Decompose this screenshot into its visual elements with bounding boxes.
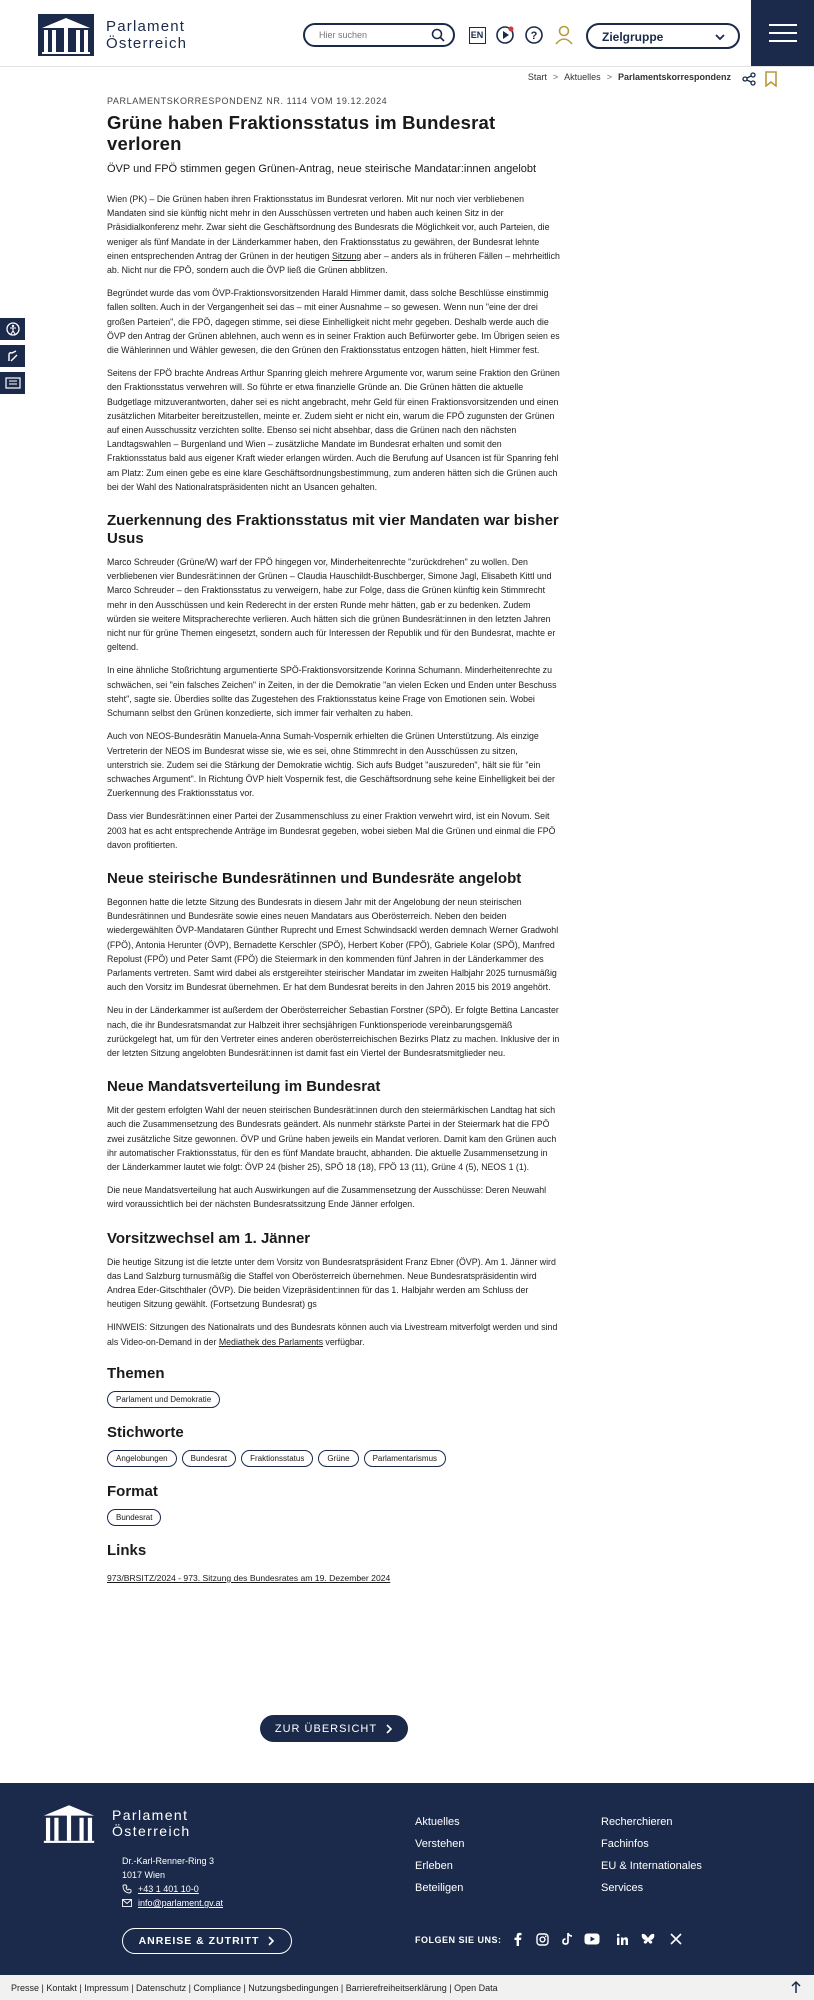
audience-select-label: Zielgruppe: [602, 30, 664, 44]
phone-link[interactable]: +43 1 401 10-0: [138, 1884, 199, 1894]
logo[interactable]: [38, 14, 187, 56]
article-paragraph: Begründet wurde das vom ÖVP-Fraktionsvorsitzenden Harald Himmer damit, dass solche Beschlüsse einstimmig fallen sollten. Auch in der Vergangenheit sei das – mit einer Ausnahme – so gewesen. Wenn nun "eine der drei großen Parteien", die FPÖ, dagegen stimme, sei diese Einhelligkeit nicht mehr gegeben. Deshalb werde auch die ÖVP den Antrag der Grünen ablehnen, auch wenn es in seiner Fraktion auch Befürworter gebe. Im Übrigen seien es die Wählerinnen und Wähler gewesen, die den Grünen den Fraktionsstatus entzogen hätten, hielt Himmer fest.: [107, 288, 560, 356]
paragraph-text: verfügbar.: [322, 1336, 365, 1347]
breadcrumb-separator: >: [606, 72, 612, 82]
themen-tags: [107, 1391, 561, 1408]
search-input[interactable]: [317, 29, 436, 41]
footer-link-aktuelles[interactable]: Aktuelles: [415, 1816, 460, 1828]
user-icon: [554, 24, 574, 46]
article-title: Grüne haben Fraktionsstatus im Bundesrat verloren: [107, 112, 496, 154]
footer-link-services[interactable]: Services: [601, 1882, 644, 1894]
stichworte-tags: [107, 1450, 561, 1467]
tag-format-bundesrat[interactable]: Bundesrat: [107, 1509, 161, 1526]
article-paragraph: Dass vier Bundesrät:innen einer Partei der Zusammenschluss zu einer Fraktion verwehrt wird, ist ein Novum. Seit 2003 hat es acht entsprechende Anträge im Bundesrat gegeben, wobei sieben Mal die Grünen und einmal die FPÖ davon profitierten.: [107, 811, 556, 850]
session-detail-link[interactable]: 973/BRSITZ/2024 - 973. Sitzung des Bundesrates am 19. Dezember 2024: [107, 1572, 391, 1583]
article-paragraph: Die heutige Sitzung ist die letzte unter dem Vorsitz von Bundesratspräsident Franz Ebner (ÖVP). Am 1. Jänner wird das Land Salzburg turnusmäßig die Staffel von Oberösterreich übernehmen. Neue Bundesratspräsidentin wird Andrea Eder-Gitschthaler (ÖVP). Die beiden Vizepräsident:innen für das 1. Halbjahr werden am Schluss der heutigen Sitzung gewählt. (Fortsetzung Bundesrat) gs: [107, 1256, 556, 1310]
article-paragraph: Die neue Mandatsverteilung hat auch Auswirkungen auf die Zusammensetzung der Ausschüsse: Deren Neuwahl wird voraussichtlich bei der nächsten Bundesratssitzung Ende Jänner erfolgen.: [107, 1185, 547, 1210]
phone-icon: [122, 1884, 132, 1894]
arrival-access-button[interactable]: [122, 1928, 292, 1954]
breadcrumb-current: Parlamentskorrespondenz: [617, 72, 731, 82]
chevron-right-icon: [267, 1936, 275, 1946]
svg-text:?: ?: [530, 30, 538, 42]
audience-select[interactable]: [586, 23, 740, 49]
session-link[interactable]: Sitzung: [331, 250, 362, 261]
sign-language-icon: [6, 349, 20, 363]
article-paragraph: [107, 192, 561, 277]
article-paragraph: In eine ähnliche Stoßrichtung argumentierte SPÖ-Fraktionsvorsitzende Korinna Schumann. Minderheitenrechte zu schwächen, sei "ein falsches Zeichen" in Zeiten, in der die Demokratie "an vielen Ecken und Enden unter Beschuss steht", sagte sie. Überdies sollte das Zugestehen des Fraktionsstatus keine Frage von Emotionen sein. Wobei Schumann selbst den Grünen konzedierte, sich immer fair verhalten zu haben.: [107, 665, 557, 719]
tag-gruene[interactable]: Grüne: [318, 1450, 358, 1467]
mediathek-link[interactable]: Mediathek des Parlaments: [218, 1336, 323, 1347]
parliament-logo-icon: [38, 14, 94, 56]
facebook-icon[interactable]: [510, 1931, 526, 1947]
footer-logo-text: [112, 1807, 191, 1839]
easy-language-button[interactable]: [0, 372, 25, 394]
search-box[interactable]: [303, 23, 455, 47]
phone-row: [122, 1882, 223, 1896]
footer-link-beteiligen[interactable]: Beteiligen: [415, 1882, 464, 1894]
article-paragraph: Seitens der FPÖ brachte Andreas Arthur Spanring gleich mehrere Argumente vor, warum seine Fraktion den Grünen den Fraktionsstatus verwehren will. So führte er etwa finanzielle Gründe an. Die Grünen hätten die aktuelle Budgetlage mitzuverantworten, daher sei es nicht angebracht, mehr Geld für einen Fraktionsvorsitzenden und einen zusätzlichen Mitarbeiter bereitzustellen, meinte er. Zudem sieht er nicht ein, warum die FPÖ zugunsten der Grünen auf einen Ausschussitz verzichten sollte. Ebenso sei nicht absehbar, dass die Grünen nach den nächsten Landtagswahlen – Burgenland und Wien – zusätzliche Mandate im Bundesrat erhalten und somit den Fraktionsstatus bald aus eigener Kraft wieder erlangen würden. Auch die Berufung auf Usancen ist für Spanring fehl am Platz: Zum einen gebe es eine klare Geschäftsordnungsbestimmung, zum anderen hätten sich die Grünen auch bei der Wahl des Nationalratspräsidenten nicht an Usancen gehalten.: [107, 368, 560, 492]
breadcrumb: [528, 72, 731, 82]
bluesky-icon[interactable]: [640, 1931, 656, 1947]
easy-language-icon: [5, 377, 21, 389]
address-street: Dr.-Karl-Renner-Ring 3: [122, 1856, 215, 1866]
paragraph-text: HINWEIS: Sitzungen des Nationalrats und des Bundesrats können auch via Livestream mitverfolgt werden und sind als Video-on-Demand in der: [107, 1322, 558, 1347]
footer-logo-line2: Österreich: [112, 1823, 191, 1839]
footer-logo-line1: Parlament: [112, 1807, 189, 1823]
arrival-access-label: ANREISE & ZUTRITT: [138, 1935, 260, 1947]
footer-logo[interactable]: [38, 1801, 191, 1845]
article-paragraph: Begonnen hatte die letzte Sitzung des Bundesrats in diesem Jahr mit der Angelobung der neun steirischen Bundesrätinnen und Bundesräte sowie eines neuen Mandatars aus Oberösterreich. Neben den beiden wiedergewählten ÖVP-Mandataren Günther Ruprecht und Ernest Schwindsackl werden demnach Werner Gradwohl (FPÖ), Antonia Herunter (ÖVP), Bernadette Kerschler (SPÖ), Herbert Kober (FPÖ), Gabriele Kolar (SPÖ), Manfred Repolust (FPÖ) und Peter Samt (FPÖ) die Steiermark in den kommenden fünf Jahren in der Länderkammer des Parlaments vertreten. Samt wird dabei als erstgereihter steirischer Mandatar im zweiten Halbjahr 2025 turnusmäßig auch den Vorsitz im Bundesrat übernehmen. Er hat dem Bundesrat bereits in den Jahren 2015 bis 2019 angehört.: [107, 896, 559, 993]
article-paragraph: [107, 1320, 561, 1348]
footer-link-verstehen[interactable]: Verstehen: [415, 1838, 465, 1850]
section-heading: Vorsitzwechsel am 1. Jänner: [107, 1229, 311, 1247]
tag-bundesrat[interactable]: Bundesrat: [182, 1450, 236, 1467]
chevron-right-icon: [385, 1724, 393, 1734]
footer-address: [122, 1854, 223, 1910]
sign-language-button[interactable]: [0, 345, 25, 367]
breadcrumb-start[interactable]: Start: [527, 72, 547, 82]
address-city: 1017 Wien: [122, 1870, 166, 1880]
youtube-icon[interactable]: [584, 1931, 600, 1947]
video-play-button[interactable]: [494, 24, 516, 46]
play-circle-icon: [495, 25, 515, 45]
help-icon: [524, 25, 544, 45]
article-paragraph: Neu in der Länderkammer ist außerdem der Oberösterreicher Sebastian Forstner (SPÖ). Er folgte Bettina Lancaster nach, die ihr Bundesratsmandat zur Halbzeit ihrer sechsjährigen Funktionsperiode vereinbarungsgemäß zurückgelegt hat, um für den Vertreter eines anderen oberösterreichischen Bezirks Platz zu machen. Inklusive der in der letzten Sitzung angelobten Bundesrät:innen ist damit fast ein Viertel der Bundesratsmitglieder neu.: [107, 1005, 560, 1058]
links-heading: Links: [107, 1541, 147, 1559]
tiktok-icon[interactable]: [559, 1931, 575, 1947]
article-subtitle: ÖVP und FPÖ stimmen gegen Grünen-Antrag, neue steirische Mandatar:innen angelobt: [107, 163, 537, 175]
linkedin-icon[interactable]: [614, 1931, 630, 1947]
section-heading: Zuerkennung des Fraktionsstatus mit vier Mandaten war bisher Usus: [107, 512, 559, 548]
footer-nav-col1: [415, 1811, 465, 1899]
footer-link-eu-internationales[interactable]: EU & Internationales: [601, 1860, 702, 1872]
breadcrumb-aktuelles[interactable]: Aktuelles: [564, 72, 601, 82]
site-footer: [0, 1783, 814, 1975]
paragraph-text: aber – anders als in früheren Fällen – mehrheitlich ab. Nicht nur die FPÖ, sondern auch die ÖVP ließ die Grünen abblitzen.: [107, 250, 560, 276]
section-heading: Neue steirische Bundesrätinnen und Bundesräte angelobt: [107, 869, 522, 887]
overview-button[interactable]: [260, 1715, 408, 1742]
accessibility-icon: [6, 322, 20, 336]
chevron-down-icon: [714, 31, 726, 43]
bookmark-icon[interactable]: [765, 71, 777, 87]
stichworte-heading: Stichworte: [107, 1423, 184, 1441]
article-paragraph: Mit der gestern erfolgten Wahl der neuen steirischen Bundesrät:innen durch den steiermärkischen Landtag hat sich auch die Zusammensetzung des Bundesrats geändert. Als nunmehr stärkste Partei in der Steiermark hat die FPÖ zwei zusätzliche Sitze gewonnen. ÖVP und Grüne haben jeweils ein Mandat verloren. Damit kam den Grünen auch ihr automatischer Fraktionsstatus, für den es fünf Mandate braucht, abhanden. Die aktuelle Zusammensetzung in der Länderkammer lautet wie folgt: ÖVP 24 (bisher 25), SPÖ 18 (18), FPÖ 13 (11), Grüne 4 (5), NEOS 1 (1).: [107, 1105, 557, 1172]
share-icon[interactable]: [742, 72, 756, 86]
site-header: [0, 0, 814, 67]
parliament-logo-icon: [38, 1801, 100, 1845]
menu-icon-bar: [769, 32, 797, 34]
logo-line2: Österreich: [106, 35, 188, 52]
menu-icon-bar: [769, 24, 797, 26]
overview-button-label: ZUR ÜBERSICHT: [274, 1722, 378, 1735]
breadcrumb-separator: >: [552, 72, 559, 82]
email-row: [122, 1896, 223, 1910]
logo-text: [106, 18, 187, 52]
paragraph-text: Wien (PK) – Die Grünen haben ihren Fraktionsstatus im Bundesrat verloren. Mit nur noch vier verbliebenen Mandaten sind sie künftig nicht mehr in den Ausschüssen vertreten und haben auch keinen Sitz in der Präsidialkonferenz mehr. Zwar sieht die Geschäftsordnung des Bundesrats die Möglichkeit vor, auch Parteien, die weniger als fünf Mandate in der Länderkammer haben, den Fraktionsstatus zu gewähren, der Bundesrat lehnte einen entsprechenden Antrag der Grünen in der heutigen: [107, 194, 550, 261]
footer-link-fachinfos[interactable]: Fachinfos: [601, 1838, 649, 1850]
footer-nav-col2: [601, 1811, 702, 1899]
user-account-button[interactable]: [553, 24, 575, 46]
help-button[interactable]: [523, 24, 545, 46]
bottom-bar: [0, 1975, 814, 2000]
legal-links[interactable]: Presse | Kontakt | Impressum | Datenschutz | Compliance | Nutzungsbedingungen | Barrierefreiheitserklärung | Open Data: [11, 1983, 498, 1993]
themen-heading: Themen: [107, 1364, 165, 1382]
format-tags: [107, 1509, 561, 1526]
follow-label: FOLGEN SIE UNS:: [415, 1935, 502, 1945]
hamburger-menu-button[interactable]: [751, 0, 814, 66]
tag-fraktionsstatus[interactable]: Fraktionsstatus: [241, 1450, 313, 1467]
menu-icon-bar: [769, 40, 797, 42]
article: [107, 96, 561, 1586]
tag-angelobungen[interactable]: Angelobungen: [107, 1450, 177, 1467]
section-heading: Neue Mandatsverteilung im Bundesrat: [107, 1078, 381, 1096]
logo-line1: Parlament: [106, 18, 186, 35]
article-kicker: PARLAMENTSKORRESPONDENZ NR. 1114 VOM 19.12.2024: [107, 96, 388, 106]
footer-link-recherchieren[interactable]: Recherchieren: [601, 1816, 673, 1828]
accessibility-button[interactable]: [0, 318, 25, 340]
format-heading: Format: [107, 1482, 158, 1500]
search-icon[interactable]: [431, 28, 445, 42]
language-label: EN: [469, 27, 486, 44]
language-switch-button[interactable]: [466, 24, 488, 46]
email-link[interactable]: info@parlament.gv.at: [138, 1898, 224, 1908]
footer-link-erleben[interactable]: Erleben: [415, 1860, 453, 1872]
article-paragraph: Auch von NEOS-Bundesrätin Manuela-Anna Sumah-Vospernik erhielten die Grünen Unterstützung. Als einzige Vertreterin der NEOS im Bundesrat wisse sie, wie es sei, ohne Stimmrecht in den Ausschüssen zu sitzen, unterstrich sie. Zudem sei die Stärkung der Demokratie wichtig. Sich aufs Budget "auszureden", hält sie für "ein schwaches Argument". In Richtung ÖVP hielt Vospernik fest, die Geschäftsordnung sehe keine Einhelligkeit bei der Zuerkennung des Fraktionsstatus vor.: [107, 731, 555, 799]
tag-parlament-und-demokratie[interactable]: Parlament und Demokratie: [107, 1391, 220, 1408]
arrow-up-icon[interactable]: [790, 1980, 802, 1994]
x-icon[interactable]: [668, 1931, 684, 1947]
mail-icon: [122, 1899, 132, 1907]
article-paragraph: Marco Schreuder (Grüne/W) warf der FPÖ hingegen vor, Minderheitenrechte "zurückdrehen" zu wollen. Den verbliebenen vier Bundesrät:innen der Grünen – Claudia Hauschildt-Buschberger, Simone Jagl, Elisabeth Kittl und Marco Schreuder – den Fraktionsstatus zu verweigern, habe zur Folge, dass die Grünen künftig kein Stimmrecht mehr in den Ausschüssen und kein Rederecht in der ersten Runde mehr hätten, gab er zu bedenken. Zudem würden sie weitere Mitspracherechte verlieren. Auch hätten sich die grünen Bundesrät:innen in den letzten Jahren nicht nur für grüne Themen eingesetzt, sondern auch für Interessen der Republik und für den Bundesrat, machte er geltend.: [107, 557, 556, 653]
tag-parlamentarismus[interactable]: Parlamentarismus: [364, 1450, 446, 1467]
instagram-icon[interactable]: [534, 1931, 550, 1947]
